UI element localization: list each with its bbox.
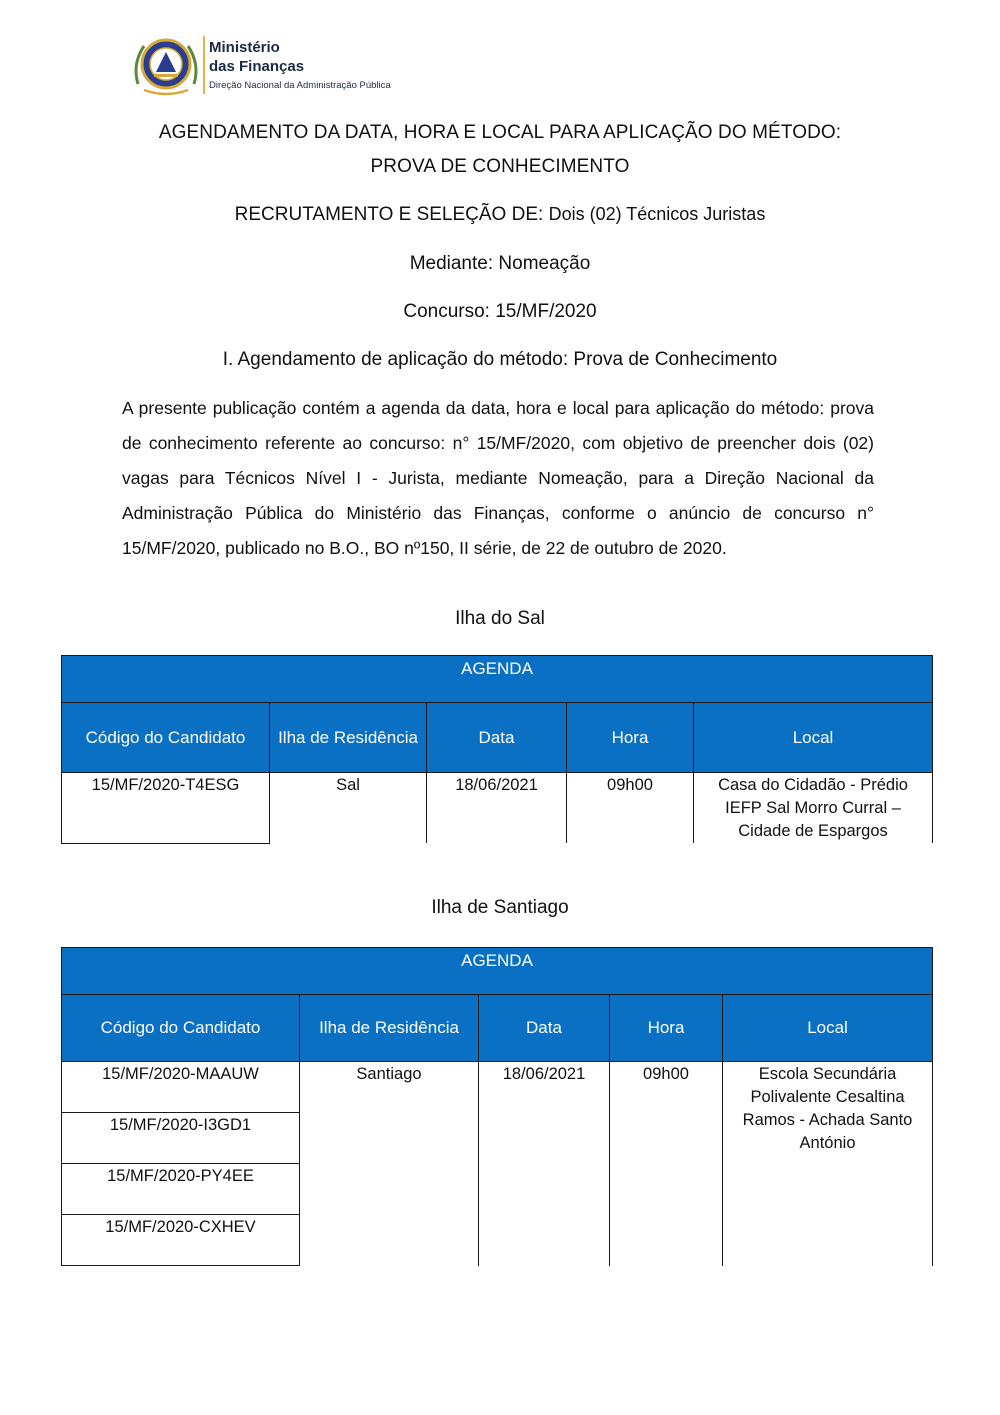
cell-ilha: Santiago	[300, 1062, 479, 1266]
recruitment-value: Dois (02) Técnicos Juristas	[548, 204, 766, 224]
col-local: Local	[723, 995, 933, 1062]
logo-ministry-line1: Ministério	[209, 39, 280, 56]
col-codigo: Código do Candidato	[62, 703, 270, 773]
agenda-table-sal	[61, 655, 933, 844]
cell-hora: 09h00	[567, 773, 694, 844]
col-data: Data	[427, 703, 567, 773]
recruitment-line	[0, 204, 1000, 226]
agenda-table-santiago	[61, 947, 933, 1266]
cell-codigo: 15/MF/2020-PY4EE	[62, 1164, 300, 1215]
coat-of-arms-icon	[130, 34, 202, 98]
col-codigo: Código do Candidato	[62, 995, 300, 1062]
cell-local: Casa do Cidadão - Prédio IEFP Sal Morro Curral – Cidade de Espargos	[694, 773, 933, 844]
recruitment-label: RECRUTAMENTO E SELEÇÃO DE:	[234, 204, 544, 225]
col-hora: Hora	[610, 995, 723, 1062]
island-title-santiago: Ilha de Santiago	[431, 897, 569, 918]
cell-data: 18/06/2021	[427, 773, 567, 844]
logo-directorate: Direção Nacional da Administração Pública	[209, 80, 391, 91]
cell-data: 18/06/2021	[479, 1062, 610, 1266]
col-data: Data	[479, 995, 610, 1062]
cell-codigo: 15/MF/2020-I3GD1	[62, 1113, 300, 1164]
logo-divider	[203, 36, 205, 94]
col-ilha: Ilha de Residência	[270, 703, 427, 773]
cell-codigo: 15/MF/2020-T4ESG	[62, 773, 270, 844]
table-row	[62, 773, 933, 844]
document-title-line1: AGENDAMENTO DA DATA, HORA E LOCAL PARA APLICAÇÃO DO MÉTODO:	[158, 122, 842, 143]
col-local: Local	[694, 703, 933, 773]
document-title-line2: PROVA DE CONHECIMENTO	[370, 156, 630, 177]
agenda-header: AGENDA	[62, 948, 933, 995]
concurso-line: Concurso: 15/MF/2020	[403, 301, 597, 322]
logo-ministry-line2: das Finanças	[209, 58, 305, 75]
ministry-logo	[130, 34, 390, 98]
cell-ilha: Sal	[270, 773, 427, 844]
cell-codigo: 15/MF/2020-MAAUW	[62, 1062, 300, 1113]
table-row	[62, 1062, 933, 1113]
agenda-header: AGENDA	[62, 656, 933, 703]
cell-local: Escola Secundária Polivalente Cesaltina Ramos - Achada Santo António	[723, 1062, 933, 1266]
island-title-sal: Ilha do Sal	[455, 608, 545, 629]
mediante-line: Mediante: Nomeação	[409, 253, 591, 274]
col-ilha: Ilha de Residência	[300, 995, 479, 1062]
section-heading: I. Agendamento de aplicação do método: Prova de Conhecimento	[222, 349, 778, 370]
cell-codigo: 15/MF/2020-CXHEV	[62, 1215, 300, 1266]
cell-hora: 09h00	[610, 1062, 723, 1266]
body-paragraph: A presente publicação contém a agenda da data, hora e local para aplicação do método: prova de conhecimento referente ao concurso: n° 15/MF/2020, com objetivo de preencher dois (02) vagas para Técnicos Nível I - Jurista, mediante Nomeação, para a Direção Nacional da Administração Pública do Ministério das Finanças, conforme o anúncio de concurso n° 15/MF/2020, publicado no B.O., BO nº150, II série, de 22 de outubro de 2020.	[122, 398, 874, 558]
col-hora: Hora	[567, 703, 694, 773]
